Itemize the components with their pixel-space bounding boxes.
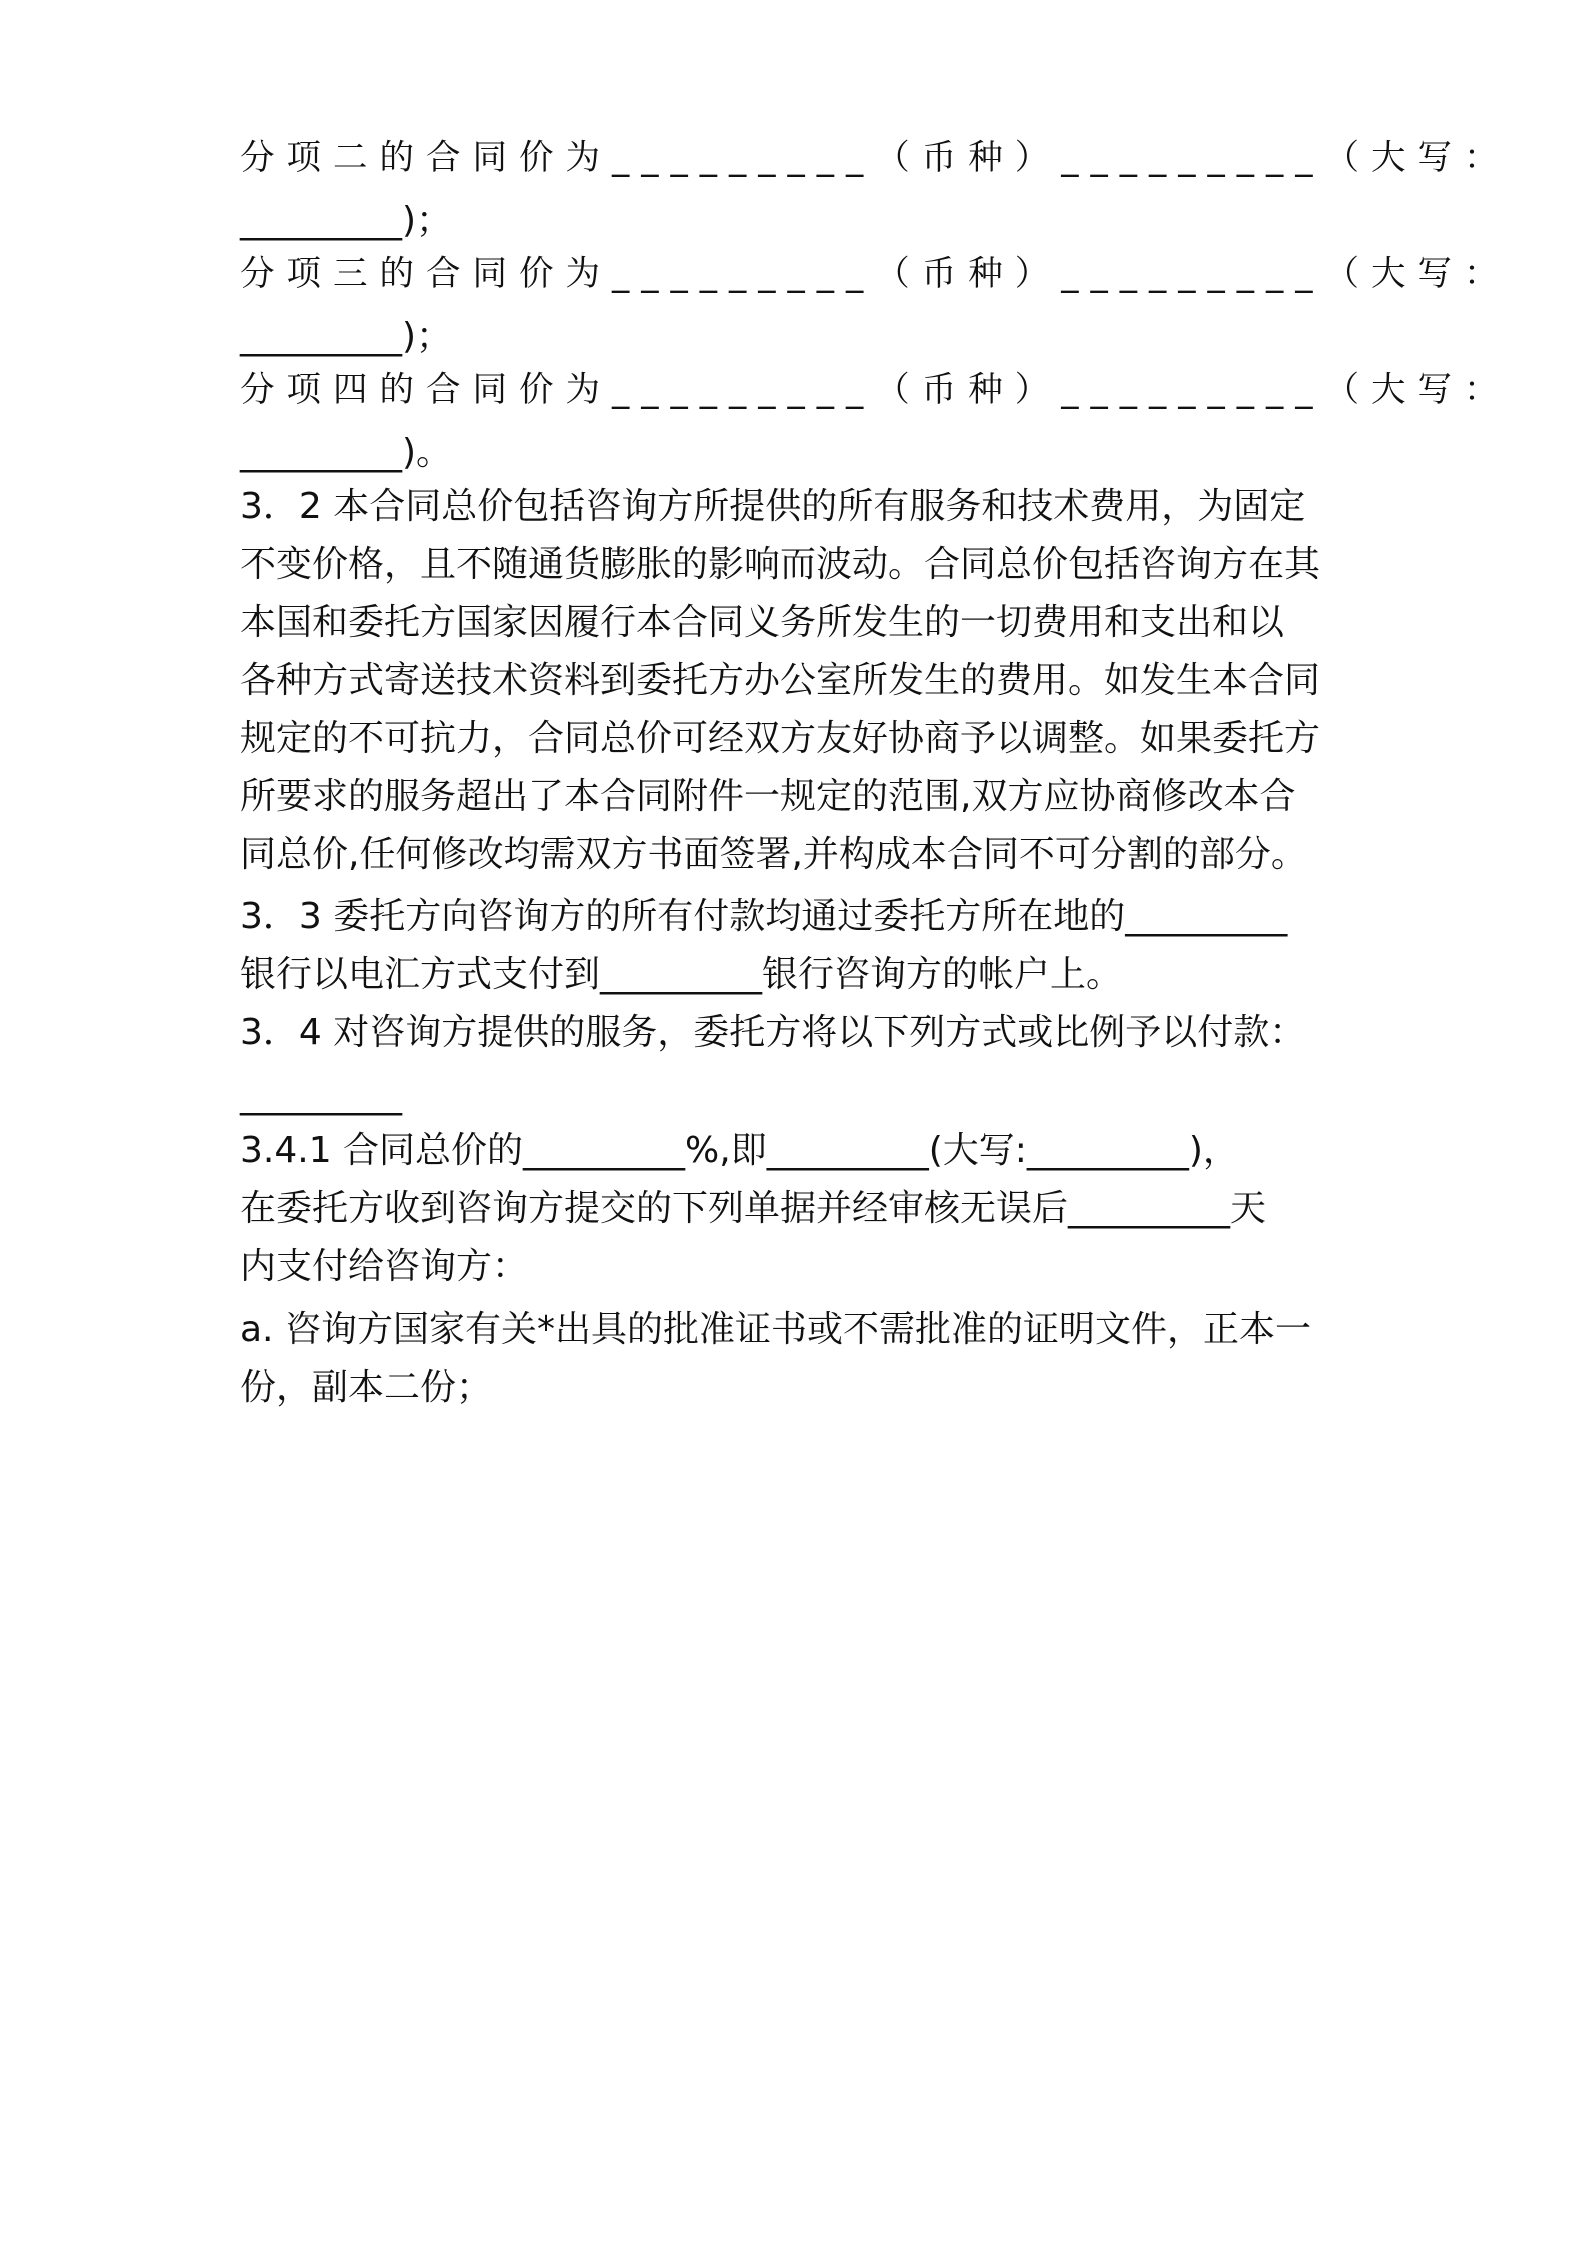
clause-3-2-line-2: 不变价格，且不随通货膨胀的影响而波动。合同总价包括咨询方在其 <box>240 544 1321 585</box>
clause-3-2-line-3: 本国和委托方国家因履行本合同义务所发生的一切费用和支出和以 <box>240 602 1285 643</box>
clause-3-2-line-5: 规定的不可抗力，合同总价可经双方友好协商予以调整。如果委托方 <box>240 718 1321 759</box>
price-item-two-capital-line: _________)； <box>240 200 453 241</box>
price-item-two-line: 分项二的合同价为_________（币种）_________（大写： <box>240 138 1511 178</box>
clause-3-4-1-line-3: 内支付给咨询方： <box>240 1246 529 1287</box>
clause-3-2-line-6: 所要求的服务超出了本合同附件一规定的范围,双方应协商修改本合 <box>240 776 1296 817</box>
price-item-three-capital-line: _________)； <box>240 316 453 357</box>
price-item-four-capital-line: _________)。 <box>240 432 453 473</box>
clause-3-4-1-line-1: 3.4.1 合同总价的_________%,即_________(大写:_________)， <box>240 1130 1239 1171</box>
item-a-line-2: 份，副本二份； <box>240 1367 493 1408</box>
clause-3-3-line-1: 3．3 委托方向咨询方的所有付款均通过委托方所在地的_________ <box>240 896 1288 937</box>
price-item-four-line: 分项四的合同价为_________（币种）_________（大写： <box>240 370 1511 410</box>
clause-3-4-1-line-2: 在委托方收到咨询方提交的下列单据并经审核无误后_________天 <box>240 1188 1267 1229</box>
clause-3-2-line-1: 3．2 本合同总价包括咨询方所提供的所有服务和技术费用，为固定 <box>240 486 1306 527</box>
clause-3-3-line-2: 银行以电汇方式支付到_________银行咨询方的帐户上。 <box>240 954 1123 995</box>
price-item-three-line: 分项三的合同价为_________（币种）_________（大写： <box>240 254 1511 294</box>
clause-3-4-line: 3．4 对咨询方提供的服务，委托方将以下列方式或比例予以付款： <box>240 1012 1306 1053</box>
clause-3-2-line-7: 同总价,任何修改均需双方书面签署,并构成本合同不可分割的部分。 <box>240 834 1307 875</box>
item-a-line-1: a. 咨询方国家有关*出具的批准证书或不需批准的证明文件，正本一 <box>240 1309 1311 1350</box>
clause-3-2-line-4: 各种方式寄送技术资料到委托方办公室所发生的费用。如发生本合同 <box>240 660 1321 701</box>
clause-3-4-blank: _________ <box>240 1075 402 1116</box>
